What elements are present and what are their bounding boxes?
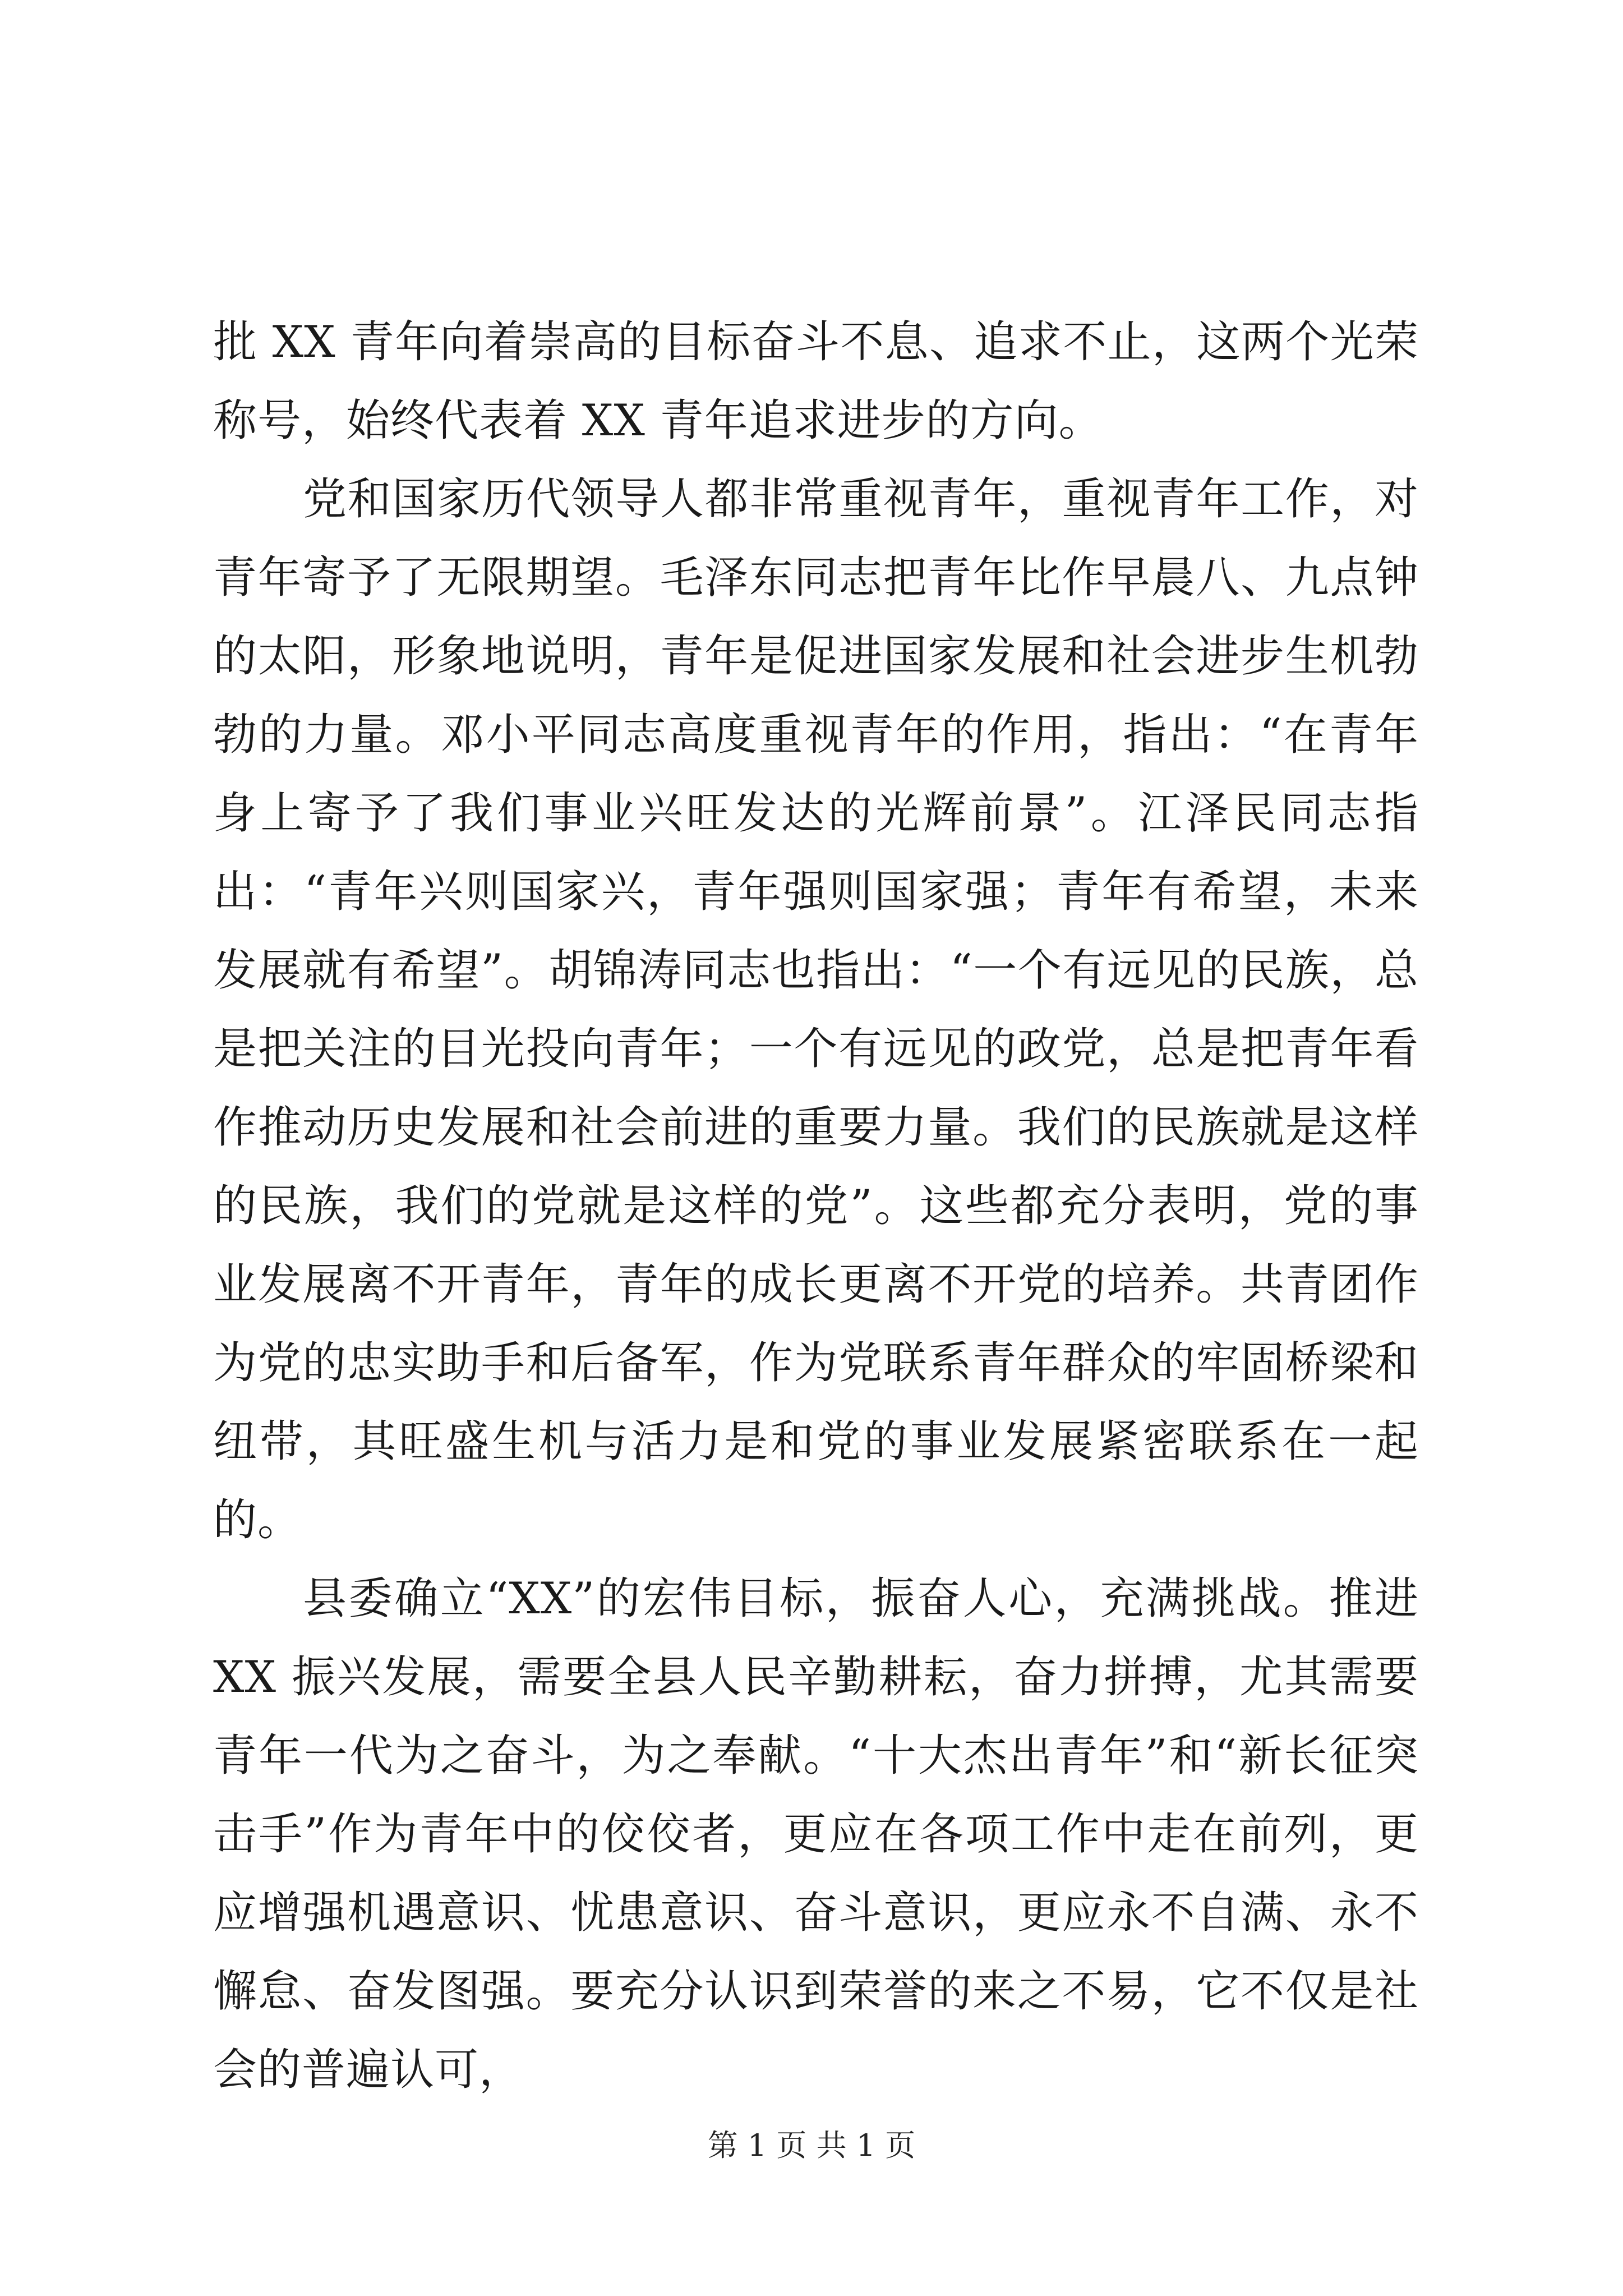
document-body bbox=[213, 303, 1419, 2109]
paragraph-1: 批 XX 青年向着崇高的目标奋斗不息、追求不止，这两个光荣称号，始终代表着 XX 青年追求进步的方向。 bbox=[213, 317, 1419, 446]
paragraph-2: 党和国家历代领导人都非常重视青年，重视青年工作，对青年寄予了无限期望。毛泽东同志把青年比作早晨八、九点钟的太阳，形象地说明，青年是促进国家发展和社会进步生机勃勃的力量。邓小平同志高度重视青年的作用，指出：“在青年身上寄予了我们事业兴旺发达的光辉前景”。江泽民同志指出：“青年兴则国家兴，青年强则国家强；青年有希望，未来发展就有希望”。胡锦涛同志也指出：“一个有远见的民族，总是把关注的目光投向青年；一个有远见的政党，总是把青年看作推动历史发展和社会前进的重要力量。我们的民族就是这样的民族，我们的党就是这样的党”。这些都充分表明，党的事业发展离不开青年，青年的成长更离不开党的培养。共青团作为党的忠实助手和后备军，作为党联系青年群众的牢固桥梁和纽带，其旺盛生机与活力是和党的事业发展紧密联系在一起的。 bbox=[213, 474, 1419, 1545]
page-footer: 第 1 页 共 1 页 bbox=[707, 2128, 916, 2163]
paragraph-3: 县委确立“XX”的宏伟目标，振奋人心，充满挑战。推进 XX 振兴发展，需要全县人民辛勤耕耘，奋力拼搏，尤其需要青年一代为之奋斗，为之奉献。“十大杰出青年”和“新长征突击手”作为青年中的佼佼者，更应在各项工作中走在前列，更应增强机遇意识、忧患意识、奋斗意识，更应永不自满、永不懈怠、奋发图强。要充分认识到荣誉的来之不易，它不仅是社会的普遍认可， bbox=[213, 1573, 1419, 2095]
